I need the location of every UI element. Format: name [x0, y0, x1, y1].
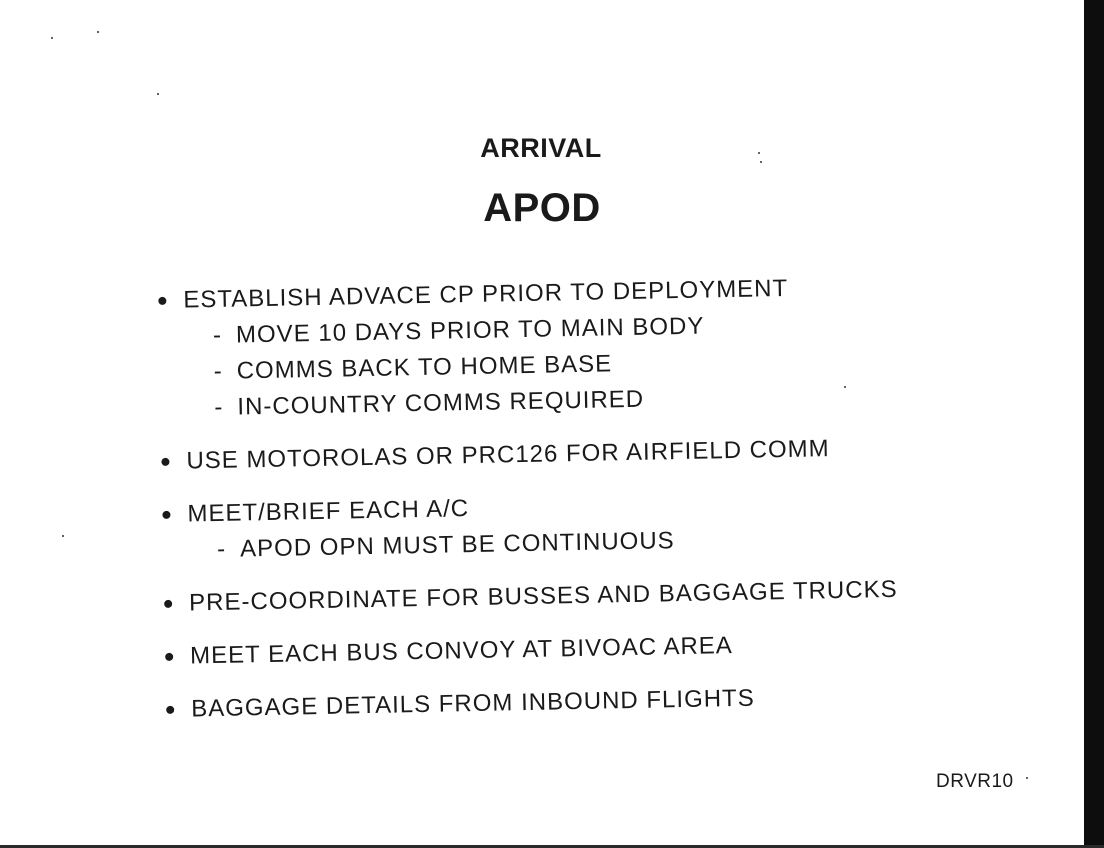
bullet-dot-icon	[166, 706, 174, 714]
bullet-dot-icon	[162, 511, 170, 519]
bullet-line	[161, 427, 1042, 480]
bullet-text: BAGGAGE DETAILS FROM INBOUND FLIGHTS	[190, 684, 755, 723]
bullet-text: PRE-COORDINATE FOR BUSSES AND BAGGAGE TRUCKS	[188, 575, 898, 617]
scan-border-right	[1084, 0, 1104, 848]
bullet-dot-icon	[165, 653, 173, 661]
sub-bullet-text: IN-COUNTRY COMMS REQUIRED	[237, 385, 645, 421]
bullet-item	[165, 622, 1046, 675]
dash-icon: -	[214, 393, 224, 421]
sub-bullet-text: COMMS BACK TO HOME BASE	[236, 350, 613, 385]
bullet-item	[161, 427, 1042, 480]
bullet-list	[158, 266, 1047, 745]
bullet-dot-icon	[161, 458, 169, 466]
sub-bullet-text: APOD OPN MUST BE CONTINUOUS	[239, 527, 675, 563]
scan-speck	[51, 37, 53, 39]
dash-icon: -	[213, 357, 223, 385]
slide-title: ARRIVAL	[480, 133, 602, 163]
dash-icon: -	[212, 321, 223, 349]
bullet-item	[162, 480, 1043, 569]
bullet-text: MEET EACH BUS CONVOY AT BIVOAC AREA	[189, 632, 734, 670]
slide-subtitle: APOD	[483, 186, 601, 230]
bullet-item	[158, 266, 1041, 427]
scan-speck	[1026, 777, 1028, 779]
scan-speck	[62, 535, 64, 537]
bullet-line	[164, 569, 1045, 622]
bullet-text: MEET/BRIEF EACH A/C	[187, 495, 470, 528]
bullet-item	[164, 569, 1045, 622]
bullet-dot-icon	[164, 600, 172, 608]
bullet-dot-icon	[158, 297, 166, 305]
sub-bullet-text: MOVE 10 DAYS PRIOR TO MAIN BODY	[235, 312, 705, 349]
bullet-text: ESTABLISH ADVACE CP PRIOR TO DEPLOYMENT	[183, 274, 789, 314]
bullet-item	[166, 675, 1047, 728]
bullet-line	[166, 675, 1047, 728]
bullet-line	[165, 622, 1046, 675]
document-id: DRVR10	[936, 771, 1014, 792]
bullet-text: USE MOTOROLAS OR PRC126 FOR AIRFIELD COMM	[186, 435, 830, 475]
scan-speck	[157, 93, 159, 95]
scan-speck	[97, 31, 99, 33]
dash-icon: -	[216, 535, 227, 563]
